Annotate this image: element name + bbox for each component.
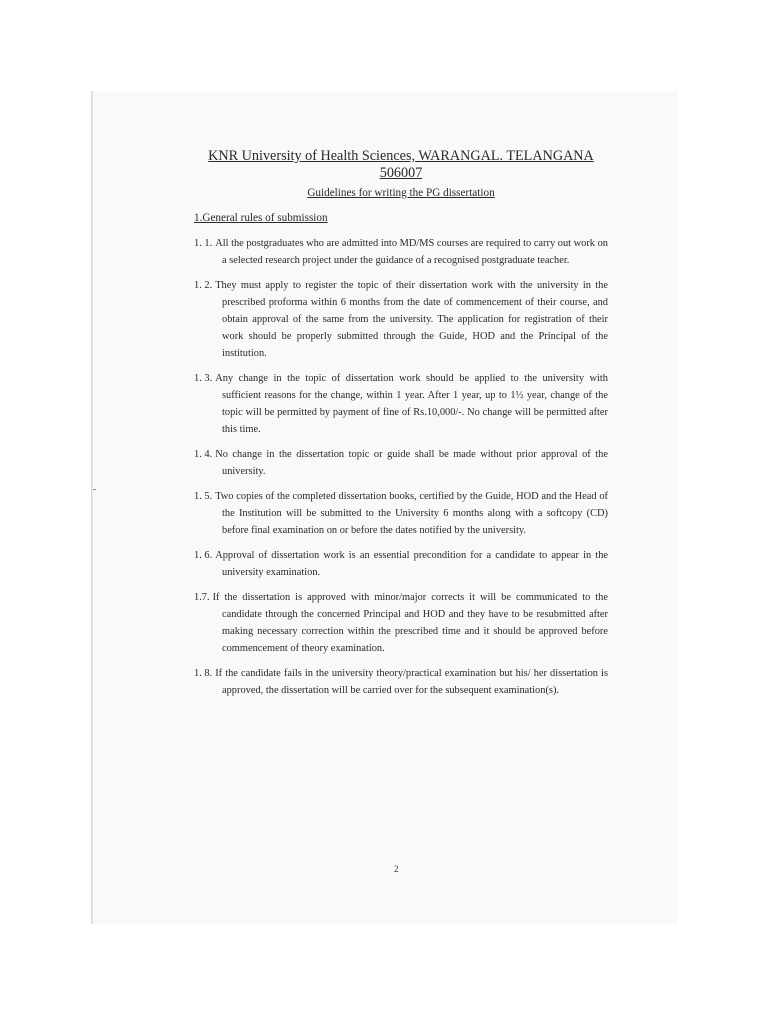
document-title	[194, 148, 608, 182]
rule-text: If the dissertation is approved with minor/major corrects it will be communicated to the candidate through the concerned Principal and HOD and they have to be resubmitted after making necessary correction within the prescribed time and it should be approved before commencement of theory examination.	[212, 592, 608, 654]
rule-item	[194, 277, 608, 362]
rule-text: Any change in the topic of dissertation work should be applied to the university with sufficient reasons for the change, within 1 year. After 1 year, up to 1½ year, change of the topic will be permitted by payment of fine of Rs.10,000/-. No change will be permitted after this time.	[215, 373, 608, 435]
rule-item	[194, 547, 608, 581]
rule-number: 1. 6.	[194, 550, 213, 561]
rule-item	[194, 665, 608, 699]
title-line-1: KNR University of Health Sciences, WARANGAL. TELANGANA	[208, 148, 594, 164]
page-number: 2	[394, 864, 399, 874]
rule-text: Two copies of the completed dissertation books, certified by the Guide, HOD and the Head of the Institution will be submitted to the University 6 months along with a softcopy (CD) before final examination on or before the dates notified by the university.	[215, 491, 608, 536]
document-body	[194, 148, 608, 707]
rule-item	[194, 589, 608, 657]
rule-number: 1. 1.	[194, 238, 213, 249]
rule-item	[194, 370, 608, 438]
rule-number: 1. 3.	[194, 373, 213, 384]
rule-number: 1. 5.	[194, 491, 213, 502]
rule-text: Approval of dissertation work is an essential precondition for a candidate to appear in the university examination.	[215, 550, 608, 578]
rule-text: If the candidate fails in the university theory/practical examination but his/ her dissertation is approved, the dissertation will be carried over for the subsequent examination(s).	[215, 668, 608, 696]
page-left-edge	[91, 91, 93, 924]
rule-number: 1.7.	[194, 592, 210, 603]
rule-item	[194, 235, 608, 269]
document-subtitle: Guidelines for writing the PG dissertation	[307, 187, 495, 199]
section-heading: 1.General rules of submission	[194, 212, 328, 224]
scan-mark	[93, 489, 96, 490]
rule-text: No change in the dissertation topic or guide shall be made without prior approval of the university.	[215, 449, 608, 477]
rule-number: 1. 4.	[194, 449, 213, 460]
rule-number: 1. 2.	[194, 280, 213, 291]
rules-list	[194, 235, 608, 699]
rule-item	[194, 446, 608, 480]
rule-text: They must apply to register the topic of their dissertation work with the university in the prescribed proforma within 6 months from the date of commencement of their course, and obtain approval of the same from the university. The application for registration of their work should be properly submitted through the Guide, HOD and the Principal of the institution.	[215, 280, 608, 359]
rule-item	[194, 488, 608, 539]
rule-text: All the postgraduates who are admitted into MD/MS courses are required to carry out work on a selected research project under the guidance of a recognised postgraduate teacher.	[215, 238, 608, 266]
rule-number: 1. 8.	[194, 668, 213, 679]
title-line-2: 506007	[379, 165, 423, 181]
